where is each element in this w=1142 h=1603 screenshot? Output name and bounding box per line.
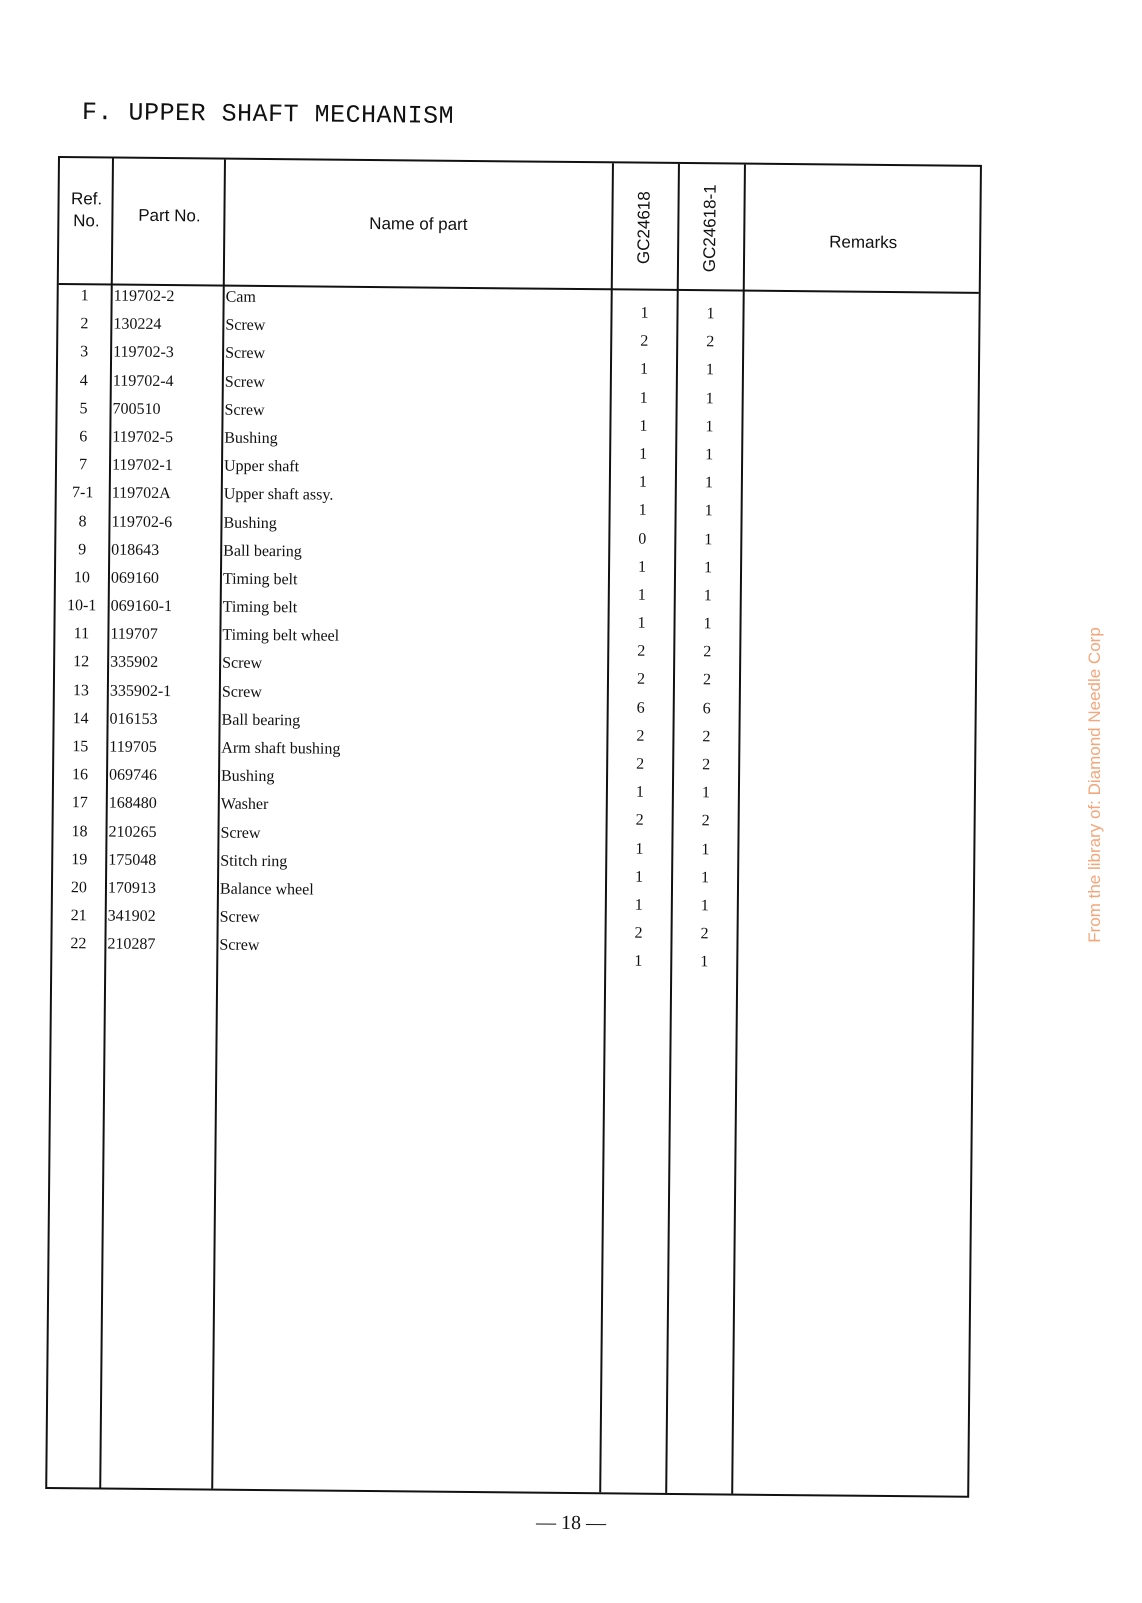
qty-gc24618-cell: 2: [636, 755, 645, 773]
ref-no-cell: 7-1: [72, 484, 94, 502]
header-remarks: Remarks: [829, 232, 898, 253]
part-no-cell: 175048: [108, 851, 157, 869]
ref-no-cell: 22: [70, 935, 87, 953]
qty-gc24618-1-cell: 1: [704, 530, 713, 548]
qty-gc24618-1-cell: 1: [705, 389, 714, 407]
ref-no-cell: 5: [79, 399, 88, 418]
header-name-of-part: Name of part: [369, 213, 468, 234]
qty-gc24618-cell: 1: [634, 952, 643, 970]
part-no-cell: 119702-6: [111, 513, 173, 531]
qty-gc24618-1-cell: 1: [701, 840, 710, 858]
part-name-cell: Cam: [225, 288, 256, 306]
header-model-gc24618: GC24618: [633, 191, 654, 265]
qty-gc24618-1-cell: 2: [703, 643, 712, 661]
qty-gc24618-cell: 1: [637, 586, 646, 604]
part-name-cell: Screw: [220, 824, 261, 842]
qty-gc24618-1-cell: 2: [700, 925, 709, 943]
parts-table: [45, 156, 982, 1498]
qty-gc24618-1-cell: 2: [701, 812, 710, 830]
ref-no-cell: 7: [78, 456, 88, 474]
part-name-cell: Screw: [219, 936, 260, 955]
qty-gc24618-1-cell: 1: [700, 953, 709, 971]
header-ref-no: Ref. No.: [70, 189, 103, 231]
part-no-cell: 335902: [110, 653, 159, 672]
part-name-cell: Upper shaft: [223, 457, 300, 476]
part-no-cell: 168480: [108, 794, 157, 813]
library-watermark: From the library of: Diamond Needle Corp: [1085, 627, 1104, 943]
ref-no-cell: 1: [80, 287, 89, 305]
part-no-cell: 069160: [110, 569, 160, 587]
qty-gc24618-cell: 2: [636, 671, 646, 689]
part-name-cell: Screw: [224, 401, 265, 419]
part-no-cell: 119705: [109, 738, 157, 756]
header-part-no: Part No.: [138, 205, 201, 226]
qty-gc24618-1-cell: 6: [702, 699, 711, 717]
part-name-cell: Screw: [225, 344, 266, 363]
part-no-cell: 119702-4: [112, 372, 174, 390]
ref-no-cell: 14: [72, 709, 89, 728]
qty-gc24618-1-cell: 1: [703, 558, 713, 576]
part-no-cell: 170913: [107, 879, 157, 897]
part-name-cell: Stitch ring: [220, 852, 288, 870]
qty-gc24618-cell: 1: [639, 360, 649, 379]
ref-no-cell: 6: [79, 428, 88, 446]
qty-gc24618-1-cell: 1: [703, 587, 712, 605]
part-no-cell: 335902-1: [109, 682, 172, 700]
qty-gc24618-cell: 0: [638, 530, 647, 548]
ref-no-cell: 10-1: [66, 597, 97, 615]
part-no-cell: 210265: [108, 823, 157, 841]
qty-gc24618-cell: 6: [636, 699, 645, 717]
qty-gc24618-1-cell: 2: [702, 728, 711, 746]
qty-gc24618-cell: 2: [634, 924, 643, 942]
part-no-cell: 119702-2: [113, 287, 175, 306]
qty-gc24618-cell: 1: [634, 896, 643, 914]
qty-gc24618-1-cell: 1: [701, 868, 710, 887]
qty-gc24618-cell: 1: [639, 417, 648, 435]
qty-gc24618-cell: 1: [640, 304, 649, 322]
qty-gc24618-cell: 1: [639, 445, 648, 463]
part-name-cell: Screw: [221, 683, 262, 701]
ref-no-cell: 13: [72, 681, 89, 699]
qty-gc24618-1-cell: 1: [704, 474, 713, 492]
part-no-cell: 119702-3: [113, 343, 174, 362]
part-name-cell: Timing belt: [222, 570, 298, 589]
part-no-cell: 130224: [113, 315, 162, 334]
qty-gc24618-1-cell: 1: [705, 417, 714, 436]
page-title: F. UPPER SHAFT MECHANISM: [81, 98, 455, 131]
qty-gc24618-1-cell: 2: [702, 671, 712, 689]
part-no-cell: 069746: [108, 766, 158, 785]
part-no-cell: 119702A: [111, 484, 171, 503]
ref-no-cell: 20: [70, 879, 88, 897]
qty-gc24618-1-cell: 1: [700, 897, 709, 915]
part-name-cell: Bushing: [223, 514, 277, 532]
part-name-cell: Screw: [224, 373, 265, 391]
qty-gc24618-1-cell: 1: [703, 615, 712, 633]
ref-no-cell: 8: [78, 512, 87, 530]
qty-gc24618-cell: 2: [636, 727, 645, 745]
ref-no-cell: 15: [72, 738, 89, 756]
ref-no-cell: 19: [71, 850, 88, 869]
part-no-cell: 119702-5: [112, 428, 174, 447]
part-no-cell: 341902: [107, 907, 156, 926]
qty-gc24618-cell: 2: [635, 811, 644, 830]
ref-no-cell: 10: [73, 569, 91, 587]
qty-gc24618-cell: 1: [637, 614, 646, 632]
part-name-cell: Balance wheel: [219, 880, 314, 899]
ref-no-cell: 17: [71, 794, 88, 812]
header-model-gc24618-1: GC24618-1: [699, 184, 720, 273]
part-no-cell: 016153: [109, 710, 158, 728]
part-name-cell: Screw: [219, 908, 260, 927]
qty-gc24618-cell: 1: [639, 389, 648, 407]
qty-gc24618-cell: 1: [635, 840, 644, 858]
part-name-cell: Washer: [220, 795, 269, 814]
part-name-cell: Ball bearing: [221, 711, 301, 730]
ref-no-cell: 3: [80, 343, 89, 361]
part-name-cell: Bushing: [224, 429, 278, 448]
part-name-cell: Arm shaft bushing: [221, 739, 341, 758]
ref-no-cell: 12: [73, 653, 90, 671]
qty-gc24618-cell: 1: [635, 868, 644, 886]
ref-no-cell: 16: [71, 766, 89, 784]
qty-gc24618-1-cell: 1: [701, 784, 710, 802]
part-no-cell: 119702-1: [111, 456, 173, 475]
ref-no-cell: 18: [71, 822, 88, 840]
qty-gc24618-cell: 2: [640, 332, 649, 350]
part-no-cell: 119707: [110, 625, 158, 644]
part-no-cell: 210287: [107, 935, 156, 954]
part-name-cell: Timing belt wheel: [222, 626, 340, 645]
qty-gc24618-cell: 2: [637, 642, 646, 660]
part-name-cell: Bushing: [220, 767, 275, 786]
part-name-cell: Upper shaft assy.: [223, 485, 334, 504]
qty-gc24618-cell: 1: [635, 783, 645, 801]
part-name-cell: Timing belt: [222, 598, 298, 617]
ref-no-cell: 21: [70, 907, 87, 925]
page-number: — 18 —: [535, 1511, 607, 1535]
qty-gc24618-1-cell: 2: [702, 756, 711, 774]
qty-gc24618-1-cell: 1: [704, 502, 713, 520]
part-no-cell: 700510: [112, 400, 161, 418]
qty-gc24618-cell: 1: [638, 473, 647, 491]
qty-gc24618-1-cell: 1: [705, 446, 714, 464]
part-name-cell: Screw: [225, 316, 266, 335]
ref-no-cell: 9: [78, 540, 87, 558]
qty-gc24618-cell: 1: [638, 501, 647, 519]
qty-gc24618-1-cell: 1: [705, 361, 715, 379]
qty-gc24618-1-cell: 2: [706, 333, 715, 351]
part-name-cell: Screw: [222, 655, 263, 673]
part-no-cell: 018643: [111, 541, 160, 559]
part-name-cell: Ball bearing: [223, 542, 302, 561]
part-no-cell: 069160-1: [110, 597, 173, 616]
ref-no-cell: 11: [73, 625, 90, 643]
table-body: [52, 283, 978, 971]
ref-no-cell: 4: [79, 371, 88, 389]
qty-gc24618-cell: 1: [638, 558, 647, 576]
qty-gc24618-1-cell: 1: [706, 305, 715, 323]
ref-no-cell: 2: [80, 315, 89, 333]
